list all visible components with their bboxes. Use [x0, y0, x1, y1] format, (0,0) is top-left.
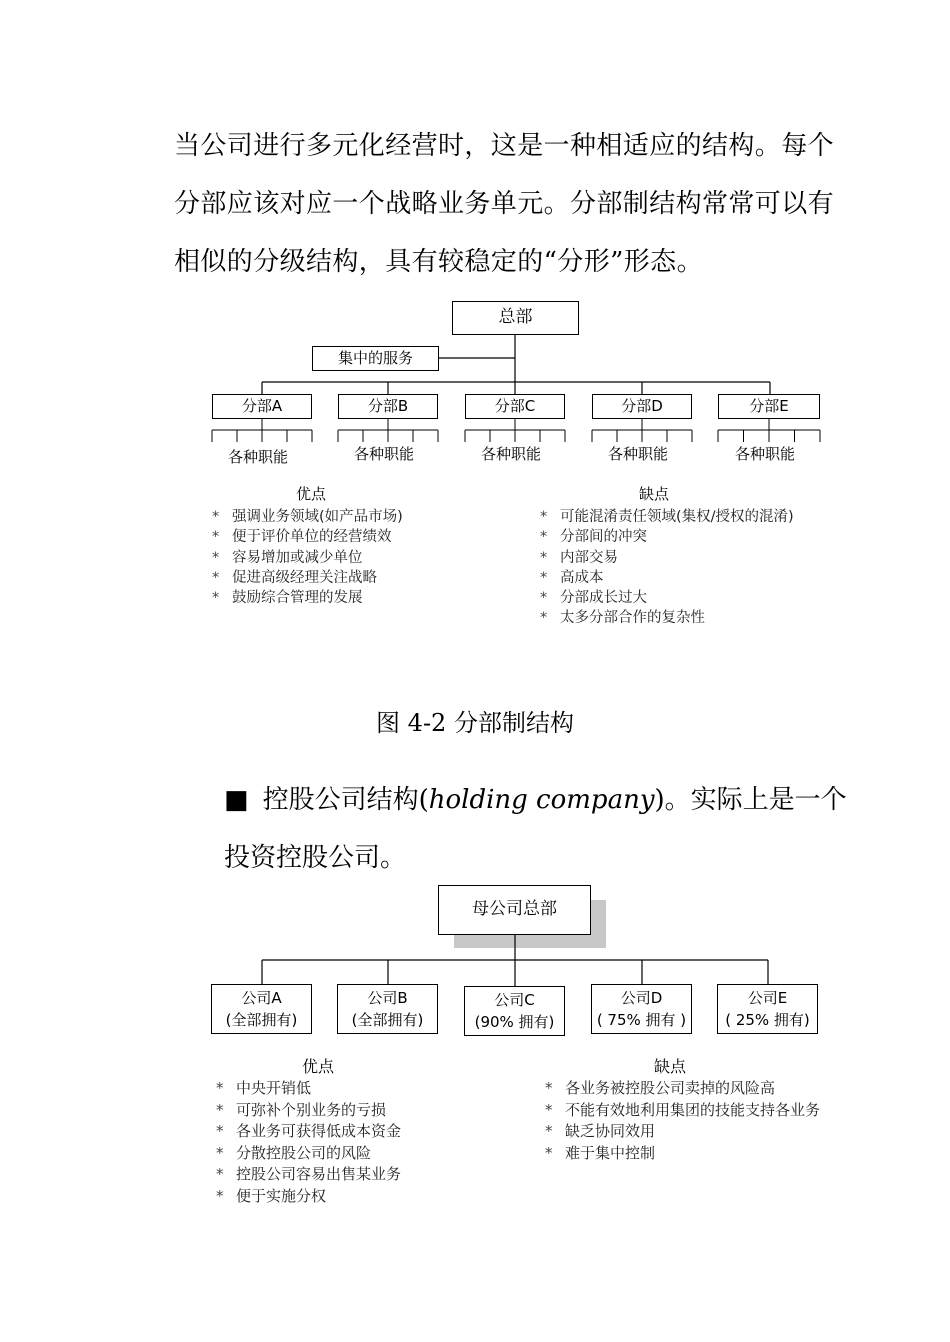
company-e-box — [717, 984, 818, 1034]
con-2-text: 缺乏协同效用 — [565, 1122, 656, 1140]
pro-1-text: 促进高级经理关注战略 — [232, 569, 377, 586]
con-1-text: 分部间的冲突 — [560, 529, 647, 546]
asterisk-bullet-icon: * — [212, 529, 220, 546]
cons-heading-2: 缺点 — [654, 1057, 687, 1076]
pro-1-text: 强调业务领域(如产品市场) — [232, 509, 403, 525]
pro-2-text: 可弥补个别业务的亏损 — [236, 1100, 387, 1119]
company-a-name: 公司A — [241, 989, 282, 1007]
asterisk-bullet-icon: * — [545, 1100, 553, 1119]
con-2-item — [545, 1078, 830, 1100]
functions-label-b: 各种职能 — [354, 445, 415, 463]
company-e-name: 公司E — [747, 989, 788, 1007]
central-services-box: 集中的服务 — [312, 346, 439, 371]
asterisk-bullet-icon: * — [540, 590, 548, 607]
square-bullet-icon: ■ — [224, 785, 249, 815]
asterisk-bullet-icon: * — [545, 1122, 553, 1140]
asterisk-bullet-icon: * — [216, 1100, 224, 1119]
division-c-box: 分部C — [465, 394, 565, 419]
asterisk-bullet-icon: * — [540, 610, 548, 627]
company-c-ownership: (90% 拥有) — [474, 1013, 555, 1031]
pro-2-text: 控股公司容易出售某业务 — [236, 1165, 402, 1183]
pros-heading-1: 优点 — [296, 485, 327, 503]
company-b-box — [337, 984, 438, 1034]
asterisk-bullet-icon: * — [216, 1165, 224, 1183]
bullet-lead-text: 控股公司结构( — [262, 785, 429, 815]
pro-1-text: 容易增加或减少单位 — [232, 549, 363, 566]
functions-label-c: 各种职能 — [481, 445, 542, 463]
figure-caption: 图 4-2 分部制结构 — [376, 709, 574, 737]
pros-list-2 — [216, 1078, 516, 1207]
asterisk-bullet-icon: * — [212, 569, 220, 586]
company-d-box — [591, 984, 692, 1034]
functions-label-d: 各种职能 — [608, 445, 669, 463]
asterisk-bullet-icon: * — [545, 1143, 553, 1162]
functions-label-a: 各种职能 — [228, 448, 289, 466]
asterisk-bullet-icon: * — [540, 569, 548, 586]
con-2-item — [545, 1143, 830, 1165]
division-d-box: 分部D — [592, 394, 692, 419]
asterisk-bullet-icon: * — [540, 509, 548, 525]
cons-heading-1: 缺点 — [639, 485, 670, 503]
division-b-box: 分部B — [338, 394, 438, 419]
division-e-box: 分部E — [718, 394, 820, 419]
pro-2-text: 便于实施分权 — [236, 1186, 327, 1205]
asterisk-bullet-icon: * — [212, 549, 220, 566]
intro-paragraph: 当公司进行多元化经营时，这是一种相适应的结构。每个分部应该对应一个战略业务单元。分部制结构常常可以有相似的分级结构，具有较稳定的“分形”形态。 — [174, 131, 835, 277]
parent-hq-box: 母公司总部 — [438, 885, 591, 935]
company-a-box — [211, 984, 312, 1034]
asterisk-bullet-icon: * — [216, 1186, 224, 1205]
pro-1-text: 鼓励综合管理的发展 — [232, 590, 363, 607]
pro-2-text: 中央开销低 — [236, 1079, 312, 1097]
division-a-box: 分部A — [212, 394, 312, 419]
bullet-rest-text: )。实际上是一个投资控股公司。 — [224, 785, 847, 873]
pro-2-text: 各业务可获得低成本资金 — [236, 1122, 402, 1140]
pro-2-item — [216, 1186, 516, 1208]
company-c-box — [464, 986, 565, 1036]
pro-1-text: 便于评价单位的经营绩效 — [232, 529, 392, 546]
cons-list-2 — [545, 1078, 830, 1164]
con-1-text: 高成本 — [560, 569, 604, 586]
company-c-name: 公司C — [494, 991, 535, 1009]
asterisk-bullet-icon: * — [216, 1143, 224, 1162]
company-b-ownership: (全部拥有) — [351, 1011, 424, 1029]
asterisk-bullet-icon: * — [540, 529, 548, 546]
company-a-ownership: (全部拥有) — [225, 1011, 298, 1029]
pro-2-item — [216, 1078, 516, 1100]
pro-2-item — [216, 1100, 516, 1122]
con-1-text: 太多分部合作的复杂性 — [560, 610, 705, 627]
con-1-text: 可能混淆责任领域(集权/授权的混淆) — [560, 509, 794, 525]
asterisk-bullet-icon: * — [216, 1079, 224, 1097]
asterisk-bullet-icon: * — [212, 509, 220, 525]
pros-heading-2: 优点 — [302, 1057, 335, 1076]
con-1-text: 分部成长过大 — [560, 590, 647, 607]
pro-2-item — [216, 1121, 516, 1143]
functions-label-e: 各种职能 — [735, 445, 796, 463]
pro-2-text: 分散控股公司的风险 — [236, 1143, 372, 1162]
company-b-name: 公司B — [367, 989, 408, 1007]
con-1-text: 内部交易 — [560, 549, 618, 566]
con-2-item — [545, 1100, 830, 1122]
con-2-item — [545, 1121, 830, 1143]
asterisk-bullet-icon: * — [545, 1079, 553, 1097]
company-e-ownership: ( 25% 拥有) — [725, 1011, 810, 1029]
asterisk-bullet-icon: * — [216, 1122, 224, 1140]
company-d-ownership: ( 75% 拥有 ) — [596, 1011, 687, 1029]
pro-2-item — [216, 1164, 516, 1186]
pro-2-item — [216, 1143, 516, 1165]
con-2-text: 难于集中控制 — [565, 1143, 656, 1162]
asterisk-bullet-icon: * — [540, 549, 548, 566]
con-2-text: 各业务被控股公司卖掉的风险高 — [565, 1079, 776, 1097]
bullet-italic-term: holding company — [428, 785, 655, 815]
asterisk-bullet-icon: * — [212, 590, 220, 607]
company-d-name: 公司D — [620, 989, 663, 1007]
headquarters-box: 总部 — [452, 301, 579, 335]
con-2-text: 不能有效地利用集团的技能支持各业务 — [565, 1100, 821, 1119]
